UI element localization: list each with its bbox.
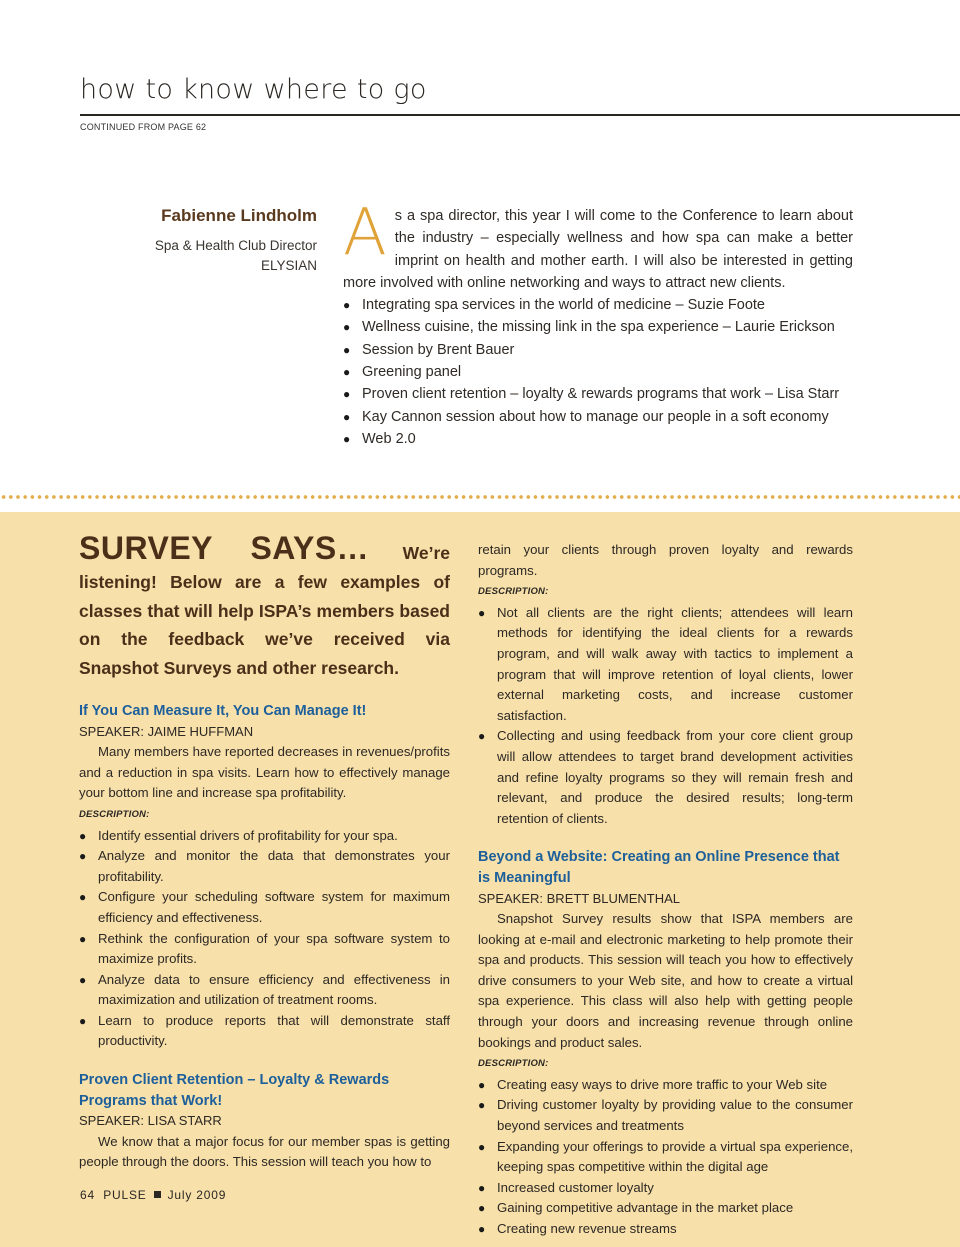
session-list	[79, 826, 450, 1053]
list-item: ● Collecting and using feedback from your core client group will allow attendees to target brand development activities and refine loyalty programs so they will remain fresh and relevant, and produce the desired results; long-term retention of clients.	[478, 726, 853, 829]
list-item: ● Wellness cuisine, the missing link in the spa experience – Laurie Erickson	[343, 316, 853, 338]
profile-list	[343, 294, 853, 450]
session-list	[478, 1075, 853, 1240]
session-body: We know that a major focus for our member spas is getting people through the doors. This session will teach you how to	[79, 1133, 450, 1170]
page-number: 64	[80, 1188, 95, 1202]
dotted-divider	[0, 494, 960, 500]
left-column	[79, 530, 450, 1173]
survey-lead	[79, 530, 450, 683]
survey-heading: SURVEY SAYS…	[79, 530, 370, 566]
list-item: ● Analyze data to ensure efficiency and effectiveness in maximization and utilization of treatment rooms.	[79, 970, 450, 1011]
profile-card	[57, 206, 317, 276]
list-item: ● Gaining competitive advantage in the market place	[478, 1198, 853, 1219]
list-item: ● Rethink the configuration of your spa software system to maximize profits.	[79, 929, 450, 970]
section-title: how to know where to go	[80, 74, 427, 105]
separator-square-icon	[154, 1191, 161, 1198]
list-item: ● Session by Brent Bauer	[343, 339, 853, 361]
list-item: ● Configure your scheduling software system for maximum efficiency and effectiveness.	[79, 887, 450, 928]
list-item: ● Proven client retention – loyalty & rewards programs that work – Lisa Starr	[343, 383, 853, 405]
list-item: ● Analyze and monitor the data that demonstrates your profitability.	[79, 846, 450, 887]
session-body: Many members have reported decreases in revenues/profits and a reduction in spa visits. Learn how to effectively manage your bottom line and increase spa profitability.	[79, 744, 450, 801]
session-title: If You Can Measure It, You Can Manage It!	[79, 702, 367, 719]
description-label: DESCRIPTION:	[478, 586, 549, 598]
list-item: ● Greening panel	[343, 361, 853, 383]
list-item: ● Identify essential drivers of profitability for your spa.	[79, 826, 450, 847]
list-item: ● Increased customer loyalty	[478, 1178, 853, 1199]
list-item: ● Creating new revenue streams	[478, 1219, 853, 1240]
magazine-name: PULSE	[103, 1188, 147, 1202]
session-title: Proven Client Retention – Loyalty & Rewards Programs that Work!	[79, 1072, 390, 1109]
profile-name: Fabienne Lindholm	[161, 206, 317, 225]
list-item: ● Driving customer loyalty by providing value to the consumer beyond services and treatments	[478, 1095, 853, 1136]
drop-cap: A	[343, 196, 387, 270]
profile-company: ELYSIAN	[260, 258, 317, 273]
session-body: Snapshot Survey results show that ISPA members are looking at e-mail and electronic marketing to help promote their spa and products. This session will teach you how to effectively drive consumers to your Web site, and how to create a virtual spa experience. This class will also help with getting people through your doors and increasing revenue through online bookings and product sales.	[478, 911, 853, 1050]
session-speaker: SPEAKER: JAIME HUFFMAN	[79, 723, 254, 739]
list-item: ● Web 2.0	[343, 428, 853, 450]
list-item: ● Kay Cannon session about how to manage our people in a soft economy	[343, 406, 853, 428]
session-speaker: SPEAKER: LISA STARR	[79, 1113, 222, 1129]
right-column	[478, 540, 853, 1240]
session-list	[478, 603, 853, 830]
list-item: ● Integrating spa services in the world of medicine – Suzie Foote	[343, 294, 853, 316]
description-label: DESCRIPTION:	[478, 1058, 549, 1070]
header-rule	[80, 114, 960, 116]
survey-lead-text: We’re listening! Below are a few examples of classes that will help ISPA’s members based on the feedback we’ve received via Snapshot Surveys and other research.	[79, 543, 450, 679]
profile-role: Spa & Health Club Director	[154, 238, 317, 253]
profile-quote	[343, 196, 853, 450]
continued-note: CONTINUED FROM PAGE 62	[80, 122, 207, 132]
session-speaker: SPEAKER: BRETT BLUMENTHAL	[478, 890, 681, 906]
page-footer	[80, 1188, 226, 1202]
list-item: ● Learn to produce reports that will demonstrate staff productivity.	[79, 1011, 450, 1052]
list-item: ● Creating easy ways to drive more traffic to your Web site	[478, 1075, 853, 1096]
list-item: ● Expanding your offerings to provide a virtual spa experience, keeping spas competitive within the digital age	[478, 1137, 853, 1178]
description-label: DESCRIPTION:	[79, 808, 150, 820]
list-item: ● Not all clients are the right clients; attendees will learn methods for identifying the ideal clients for a rewards program, and will walk away with tactics to implement a program that will improve retention of loyal clients, lower external marketing costs, and increase customer satisfaction.	[478, 603, 853, 727]
session-body-continued: retain your clients through proven loyalty and rewards programs.	[478, 542, 853, 578]
session-title: Beyond a Website: Creating an Online Presence that is Meaningful	[478, 849, 840, 886]
issue-date: July 2009	[167, 1188, 227, 1202]
profile-intro: s a spa director, this year I will come to the Conference to learn about the industry – especially wellness and how spa can make a better imprint on health and mother earth. I will also be interested in getting more involved with online networking and ways to attract new clients.	[343, 208, 853, 291]
